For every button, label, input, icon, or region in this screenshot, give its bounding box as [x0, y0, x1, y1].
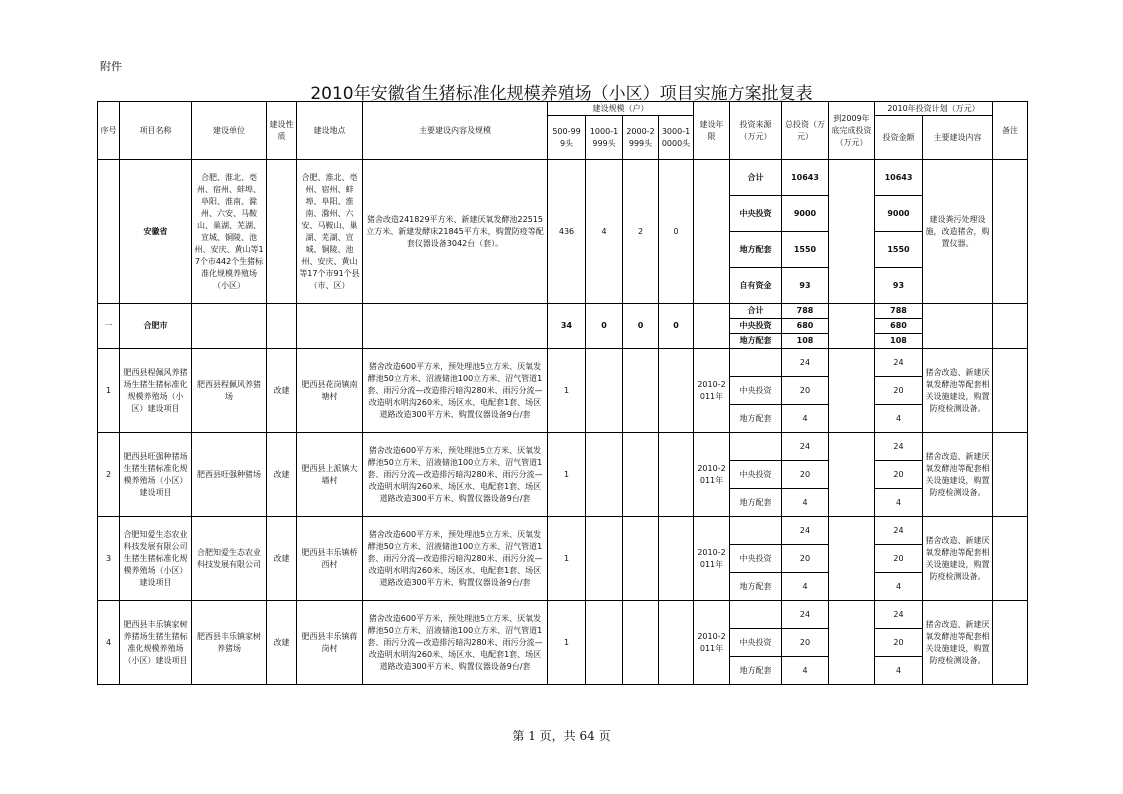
province-period [694, 160, 730, 304]
project-fund-label: 地方配套 [730, 657, 782, 685]
city-fund-total: 788 [782, 304, 829, 319]
project-period: 2010-2011年 [694, 601, 730, 685]
header-seq: 序号 [98, 102, 120, 160]
project-content: 猪舍改造600平方米，预处理池5立方米、厌氧发酵池50立方米、沼液储池100立方米、沼气管道1套、雨污分流—改造排污暗沟280米、雨污分流—改造明水明沟260米、场区水、电配套1套、场区道路改造300平方米、购置仪器设备9台/套 [363, 349, 548, 433]
project-main-content: 猪舍改造、新建厌氧发酵池等配套相关设施建设，购置防疫检测设备。 [923, 517, 993, 601]
city-main-content [923, 304, 993, 349]
header-content: 主要建设内容及规模 [363, 102, 548, 160]
header-remark: 备注 [993, 102, 1028, 160]
project-remark [993, 349, 1028, 433]
province-fund-label: 地方配套 [730, 232, 782, 268]
header-location: 建设地点 [297, 102, 363, 160]
project-done-2009 [829, 349, 875, 433]
province-fund-label: 合计 [730, 160, 782, 196]
project-nature: 改建 [267, 517, 297, 601]
province-name: 安徽省 [120, 160, 192, 304]
project-scale-2000 [623, 517, 659, 601]
province-builder: 合肥、淮北、亳州、宿州、蚌埠、阜阳、淮南、滁州、六安、马鞍山、巢湖、芜湖、宣城、铜陵、池州、安庆、黄山等17个市442个生猪标准化规模养殖场（小区） [192, 160, 267, 304]
header-nature: 建设性质 [267, 102, 297, 160]
project-fund-total: 24 [782, 517, 829, 545]
project-period: 2010-2011年 [694, 517, 730, 601]
province-remark [993, 160, 1028, 304]
city-name: 合肥市 [120, 304, 192, 349]
city-nature [267, 304, 297, 349]
project-fund-total: 20 [782, 377, 829, 405]
header-investment-amount: 投资金额 [875, 116, 923, 160]
project-seq: 2 [98, 433, 120, 517]
project-scale-3000 [659, 349, 694, 433]
project-remark [993, 601, 1028, 685]
project-name: 肥西县丰乐镇家树养猪场生猪生猪标准化规模养殖场（小区）建设项目 [120, 601, 192, 685]
project-period: 2010-2011年 [694, 349, 730, 433]
header-plan-2010: 2010年投资计划（万元） [875, 102, 993, 116]
header-builder: 建设单位 [192, 102, 267, 160]
project-done-2009 [829, 601, 875, 685]
header-fund-source: 投资来源（万元） [730, 102, 782, 160]
project-fund-amount: 20 [875, 629, 923, 657]
project-fund-amount: 4 [875, 573, 923, 601]
city-fund-label: 中央投资 [730, 319, 782, 334]
project-nature: 改建 [267, 601, 297, 685]
project-location: 肥西县上派镇大墙村 [297, 433, 363, 517]
project-name: 肥西县旺强种猪场生猪生猪标准化规模养殖场（小区）建设项目 [120, 433, 192, 517]
project-fund-total: 24 [782, 349, 829, 377]
header-main-content: 主要建设内容 [923, 116, 993, 160]
project-fund-total: 4 [782, 405, 829, 433]
project-fund-label [730, 517, 782, 545]
project-fund-amount: 24 [875, 349, 923, 377]
project-nature: 改建 [267, 349, 297, 433]
project-scale-1000 [586, 433, 623, 517]
project-period: 2010-2011年 [694, 433, 730, 517]
city-period [694, 304, 730, 349]
province-fund-amount: 9000 [875, 196, 923, 232]
project-scale-500: 1 [548, 349, 586, 433]
province-seq [98, 160, 120, 304]
city-remark [993, 304, 1028, 349]
header-scale-group: 建设规模（户） [548, 102, 694, 116]
page-title: 2010年安徽省生猪标准化规模养殖场（小区）项目实施方案批复表 [310, 84, 813, 104]
province-fund-total: 10643 [782, 160, 829, 196]
project-name: 合肥知爱生态农业科技发展有限公司生猪生猪标准化规模养殖场（小区）建设项目 [120, 517, 192, 601]
project-scale-1000 [586, 601, 623, 685]
project-fund-label: 地方配套 [730, 573, 782, 601]
project-fund-label: 中央投资 [730, 545, 782, 573]
header-project-name: 项目名称 [120, 102, 192, 160]
header-scale-2000: 2000-2999头 [623, 116, 659, 160]
project-fund-total: 4 [782, 657, 829, 685]
project-fund-amount: 20 [875, 377, 923, 405]
city-location [297, 304, 363, 349]
province-scale-2000: 2 [623, 160, 659, 304]
header-scale-1000: 1000-1999头 [586, 116, 623, 160]
province-fund-amount: 10643 [875, 160, 923, 196]
city-done-2009 [829, 304, 875, 349]
project-scale-500: 1 [548, 433, 586, 517]
project-fund-total: 20 [782, 545, 829, 573]
project-scale-1000 [586, 517, 623, 601]
province-fund-amount: 1550 [875, 232, 923, 268]
project-location: 肥西县丰乐镇蒋岗村 [297, 601, 363, 685]
project-scale-2000 [623, 601, 659, 685]
project-name: 肥西县程佩风养猪场生猪生猪标准化规模养殖场（小区）建设项目 [120, 349, 192, 433]
province-fund-label: 自有资金 [730, 268, 782, 304]
province-content: 猪舍改造241829平方米、新建厌氧发酵池22515立方米、新建发酵床21845平方米，购置防疫等配套仪器设备3042台（套）。 [363, 160, 548, 304]
project-fund-label: 地方配套 [730, 489, 782, 517]
project-seq: 3 [98, 517, 120, 601]
province-fund-label: 中央投资 [730, 196, 782, 232]
province-location: 合肥、淮北、亳州、宿州、蚌埠、阜阳、淮南、滁州、六安、马鞍山、巢湖、芜湖、宣城、铜陵、池州、安庆、黄山等17个市91个县（市、区） [297, 160, 363, 304]
project-main-content: 猪舍改造、新建厌氧发酵池等配套相关设施建设，购置防疫检测设备。 [923, 601, 993, 685]
project-fund-label: 地方配套 [730, 405, 782, 433]
project-fund-total: 24 [782, 433, 829, 461]
project-scale-2000 [623, 433, 659, 517]
project-fund-total: 20 [782, 461, 829, 489]
city-fund-label: 地方配套 [730, 334, 782, 349]
project-done-2009 [829, 517, 875, 601]
header-scale-3000: 3000-10000头 [659, 116, 694, 160]
project-seq: 1 [98, 349, 120, 433]
approval-table [97, 101, 1028, 685]
province-scale-500: 436 [548, 160, 586, 304]
project-fund-total: 4 [782, 489, 829, 517]
city-fund-label: 合计 [730, 304, 782, 319]
project-scale-3000 [659, 517, 694, 601]
project-fund-label [730, 433, 782, 461]
province-fund-total: 93 [782, 268, 829, 304]
project-fund-amount: 24 [875, 433, 923, 461]
province-scale-3000: 0 [659, 160, 694, 304]
province-fund-total: 9000 [782, 196, 829, 232]
header-scale-500: 500-999头 [548, 116, 586, 160]
city-content [363, 304, 548, 349]
province-scale-1000: 4 [586, 160, 623, 304]
project-scale-1000 [586, 349, 623, 433]
project-fund-total: 4 [782, 573, 829, 601]
project-fund-amount: 24 [875, 517, 923, 545]
project-content: 猪舍改造600平方米，预处理池5立方米、厌氧发酵池50立方米、沼液储池100立方米、沼气管道1套、雨污分流—改造排污暗沟280米、雨污分流—改造明水明沟260米、场区水、电配套1套、场区道路改造300平方米、购置仪器设备9台/套 [363, 433, 548, 517]
city-seq: 一 [98, 304, 120, 349]
project-fund-total: 20 [782, 629, 829, 657]
province-nature [267, 160, 297, 304]
project-main-content: 猪舍改造、新建厌氧发酵池等配套相关设施建设，购置防疫检测设备。 [923, 349, 993, 433]
project-remark [993, 433, 1028, 517]
city-fund-amount: 108 [875, 334, 923, 349]
project-fund-label: 中央投资 [730, 461, 782, 489]
project-builder: 肥西县丰乐镇家树养猪场 [192, 601, 267, 685]
project-main-content: 猪舍改造、新建厌氧发酵池等配套相关设施建设，购置防疫检测设备。 [923, 433, 993, 517]
project-seq: 4 [98, 601, 120, 685]
city-scale-500: 34 [548, 304, 586, 349]
project-content: 猪舍改造600平方米，预处理池5立方米、厌氧发酵池50立方米、沼液储池100立方米、沼气管道1套、雨污分流—改造排污暗沟280米、雨污分流—改造明水明沟260米、场区水、电配套1套、场区道路改造300平方米、购置仪器设备9台/套 [363, 601, 548, 685]
city-scale-1000: 0 [586, 304, 623, 349]
attachment-label: 附件 [100, 60, 122, 73]
project-fund-label: 中央投资 [730, 377, 782, 405]
project-nature: 改建 [267, 433, 297, 517]
project-fund-total: 24 [782, 601, 829, 629]
header-period: 建设年限 [694, 102, 730, 160]
project-fund-amount: 4 [875, 405, 923, 433]
project-scale-2000 [623, 349, 659, 433]
province-fund-amount: 93 [875, 268, 923, 304]
project-fund-label: 中央投资 [730, 629, 782, 657]
city-scale-2000: 0 [623, 304, 659, 349]
project-fund-amount: 24 [875, 601, 923, 629]
city-fund-amount: 680 [875, 319, 923, 334]
page-footer: 第 1 页，共 64 页 [512, 729, 611, 743]
project-fund-amount: 4 [875, 489, 923, 517]
project-scale-500: 1 [548, 517, 586, 601]
province-main-content: 建设粪污处理设施，改造猪舍，购置仪器。 [923, 160, 993, 304]
project-builder: 肥西县旺强种猪场 [192, 433, 267, 517]
project-scale-3000 [659, 601, 694, 685]
project-location: 肥西县花岗镇南塘村 [297, 349, 363, 433]
project-scale-3000 [659, 433, 694, 517]
project-fund-amount: 20 [875, 461, 923, 489]
header-done-2009: 到2009年底完成投资（万元） [829, 102, 875, 160]
header-total-investment: 总投资（万元） [782, 102, 829, 160]
province-fund-total: 1550 [782, 232, 829, 268]
province-done-2009 [829, 160, 875, 304]
project-builder: 合肥知爱生态农业科技发展有限公司 [192, 517, 267, 601]
city-builder [192, 304, 267, 349]
project-builder: 肥西县程佩风养猪场 [192, 349, 267, 433]
city-fund-total: 680 [782, 319, 829, 334]
city-scale-3000: 0 [659, 304, 694, 349]
project-fund-amount: 4 [875, 657, 923, 685]
project-content: 猪舍改造600平方米，预处理池5立方米、厌氧发酵池50立方米、沼液储池100立方米、沼气管道1套、雨污分流—改造排污暗沟280米、雨污分流—改造明水明沟260米、场区水、电配套1套、场区道路改造300平方米、购置仪器设备9台/套 [363, 517, 548, 601]
city-fund-total: 108 [782, 334, 829, 349]
project-fund-label [730, 349, 782, 377]
project-fund-label [730, 601, 782, 629]
project-scale-500: 1 [548, 601, 586, 685]
project-location: 肥西县丰乐镇桥西村 [297, 517, 363, 601]
city-fund-amount: 788 [875, 304, 923, 319]
project-done-2009 [829, 433, 875, 517]
project-fund-amount: 20 [875, 545, 923, 573]
project-remark [993, 517, 1028, 601]
